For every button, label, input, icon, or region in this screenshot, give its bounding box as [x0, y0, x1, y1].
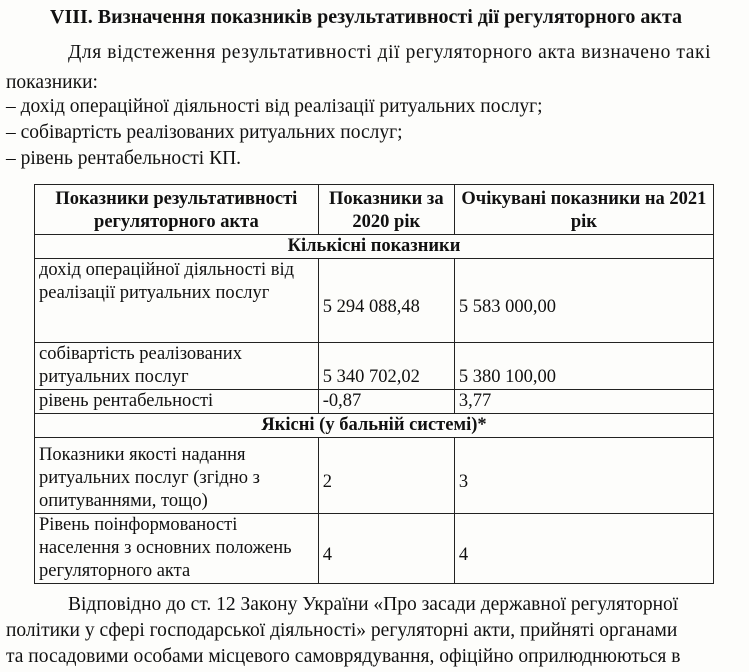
- value-2020: 2: [318, 438, 454, 514]
- row-label: Показники якості надання ритуальних послуг (згідно з опитуваннями, тощо): [35, 438, 319, 514]
- closing-line-1: Відповідно до ст. 12 Закону України «Про засади державної регуляторної: [68, 594, 679, 615]
- value-2020: -0,87: [318, 390, 454, 414]
- table-row: [35, 438, 714, 514]
- list-item: – собівартість реалізованих ритуальних послуг;: [6, 122, 403, 143]
- header-indicators: Показники результативності регуляторного акта: [35, 185, 319, 235]
- row-label: рівень рентабельності: [35, 390, 319, 414]
- intro-line-1: Для відстеження результативності дії регуляторного акта визначено такі: [68, 42, 712, 63]
- section-heading: VIII. Визначення показників результативності дії регуляторного акта: [50, 6, 683, 28]
- value-2021: 5 380 100,00: [454, 343, 713, 390]
- intro-line-2: показники:: [6, 72, 98, 93]
- value-2021: 4: [454, 514, 713, 584]
- row-label: дохід операційної діяльності від реалізації ритуальних послуг: [35, 259, 319, 343]
- section-row-quantitative: [35, 235, 714, 259]
- header-2020: Показники за 2020 рік: [318, 185, 454, 235]
- value-2020: 5 294 088,48: [318, 259, 454, 343]
- closing-line-2: політики у сфері господарської діяльності» регуляторні акти, прийняті органами: [6, 620, 678, 641]
- row-label: собівартість реалізованих ритуальних послуг: [35, 343, 319, 390]
- header-2021: Очікувані показники на 2021 рік: [454, 185, 713, 235]
- list-item: – дохід операційної діяльності від реалізації ритуальних послуг;: [6, 96, 543, 117]
- value-2021: 3: [454, 438, 713, 514]
- table-row: [35, 514, 714, 584]
- table-row: [35, 390, 714, 414]
- indicators-table: [34, 184, 714, 584]
- value-2020: 4: [318, 514, 454, 584]
- table-row: [35, 343, 714, 390]
- section-row-qualitative: [35, 414, 714, 438]
- value-2020: 5 340 702,02: [318, 343, 454, 390]
- value-2021: 5 583 000,00: [454, 259, 713, 343]
- row-label: Рівень поінформованості населення з основних положень регуляторного акта: [35, 514, 319, 584]
- section-title: Якісні (у бальній системі)*: [35, 414, 714, 438]
- table-header-row: [35, 185, 714, 235]
- table-row: [35, 259, 714, 343]
- section-title: Кількісні показники: [35, 235, 714, 259]
- value-2021: 3,77: [454, 390, 713, 414]
- closing-line-3: та посадовими особами місцевого самоврядування, офіційно оприлюднюються в: [6, 646, 681, 667]
- list-item: – рівень рентабельності КП.: [6, 148, 242, 169]
